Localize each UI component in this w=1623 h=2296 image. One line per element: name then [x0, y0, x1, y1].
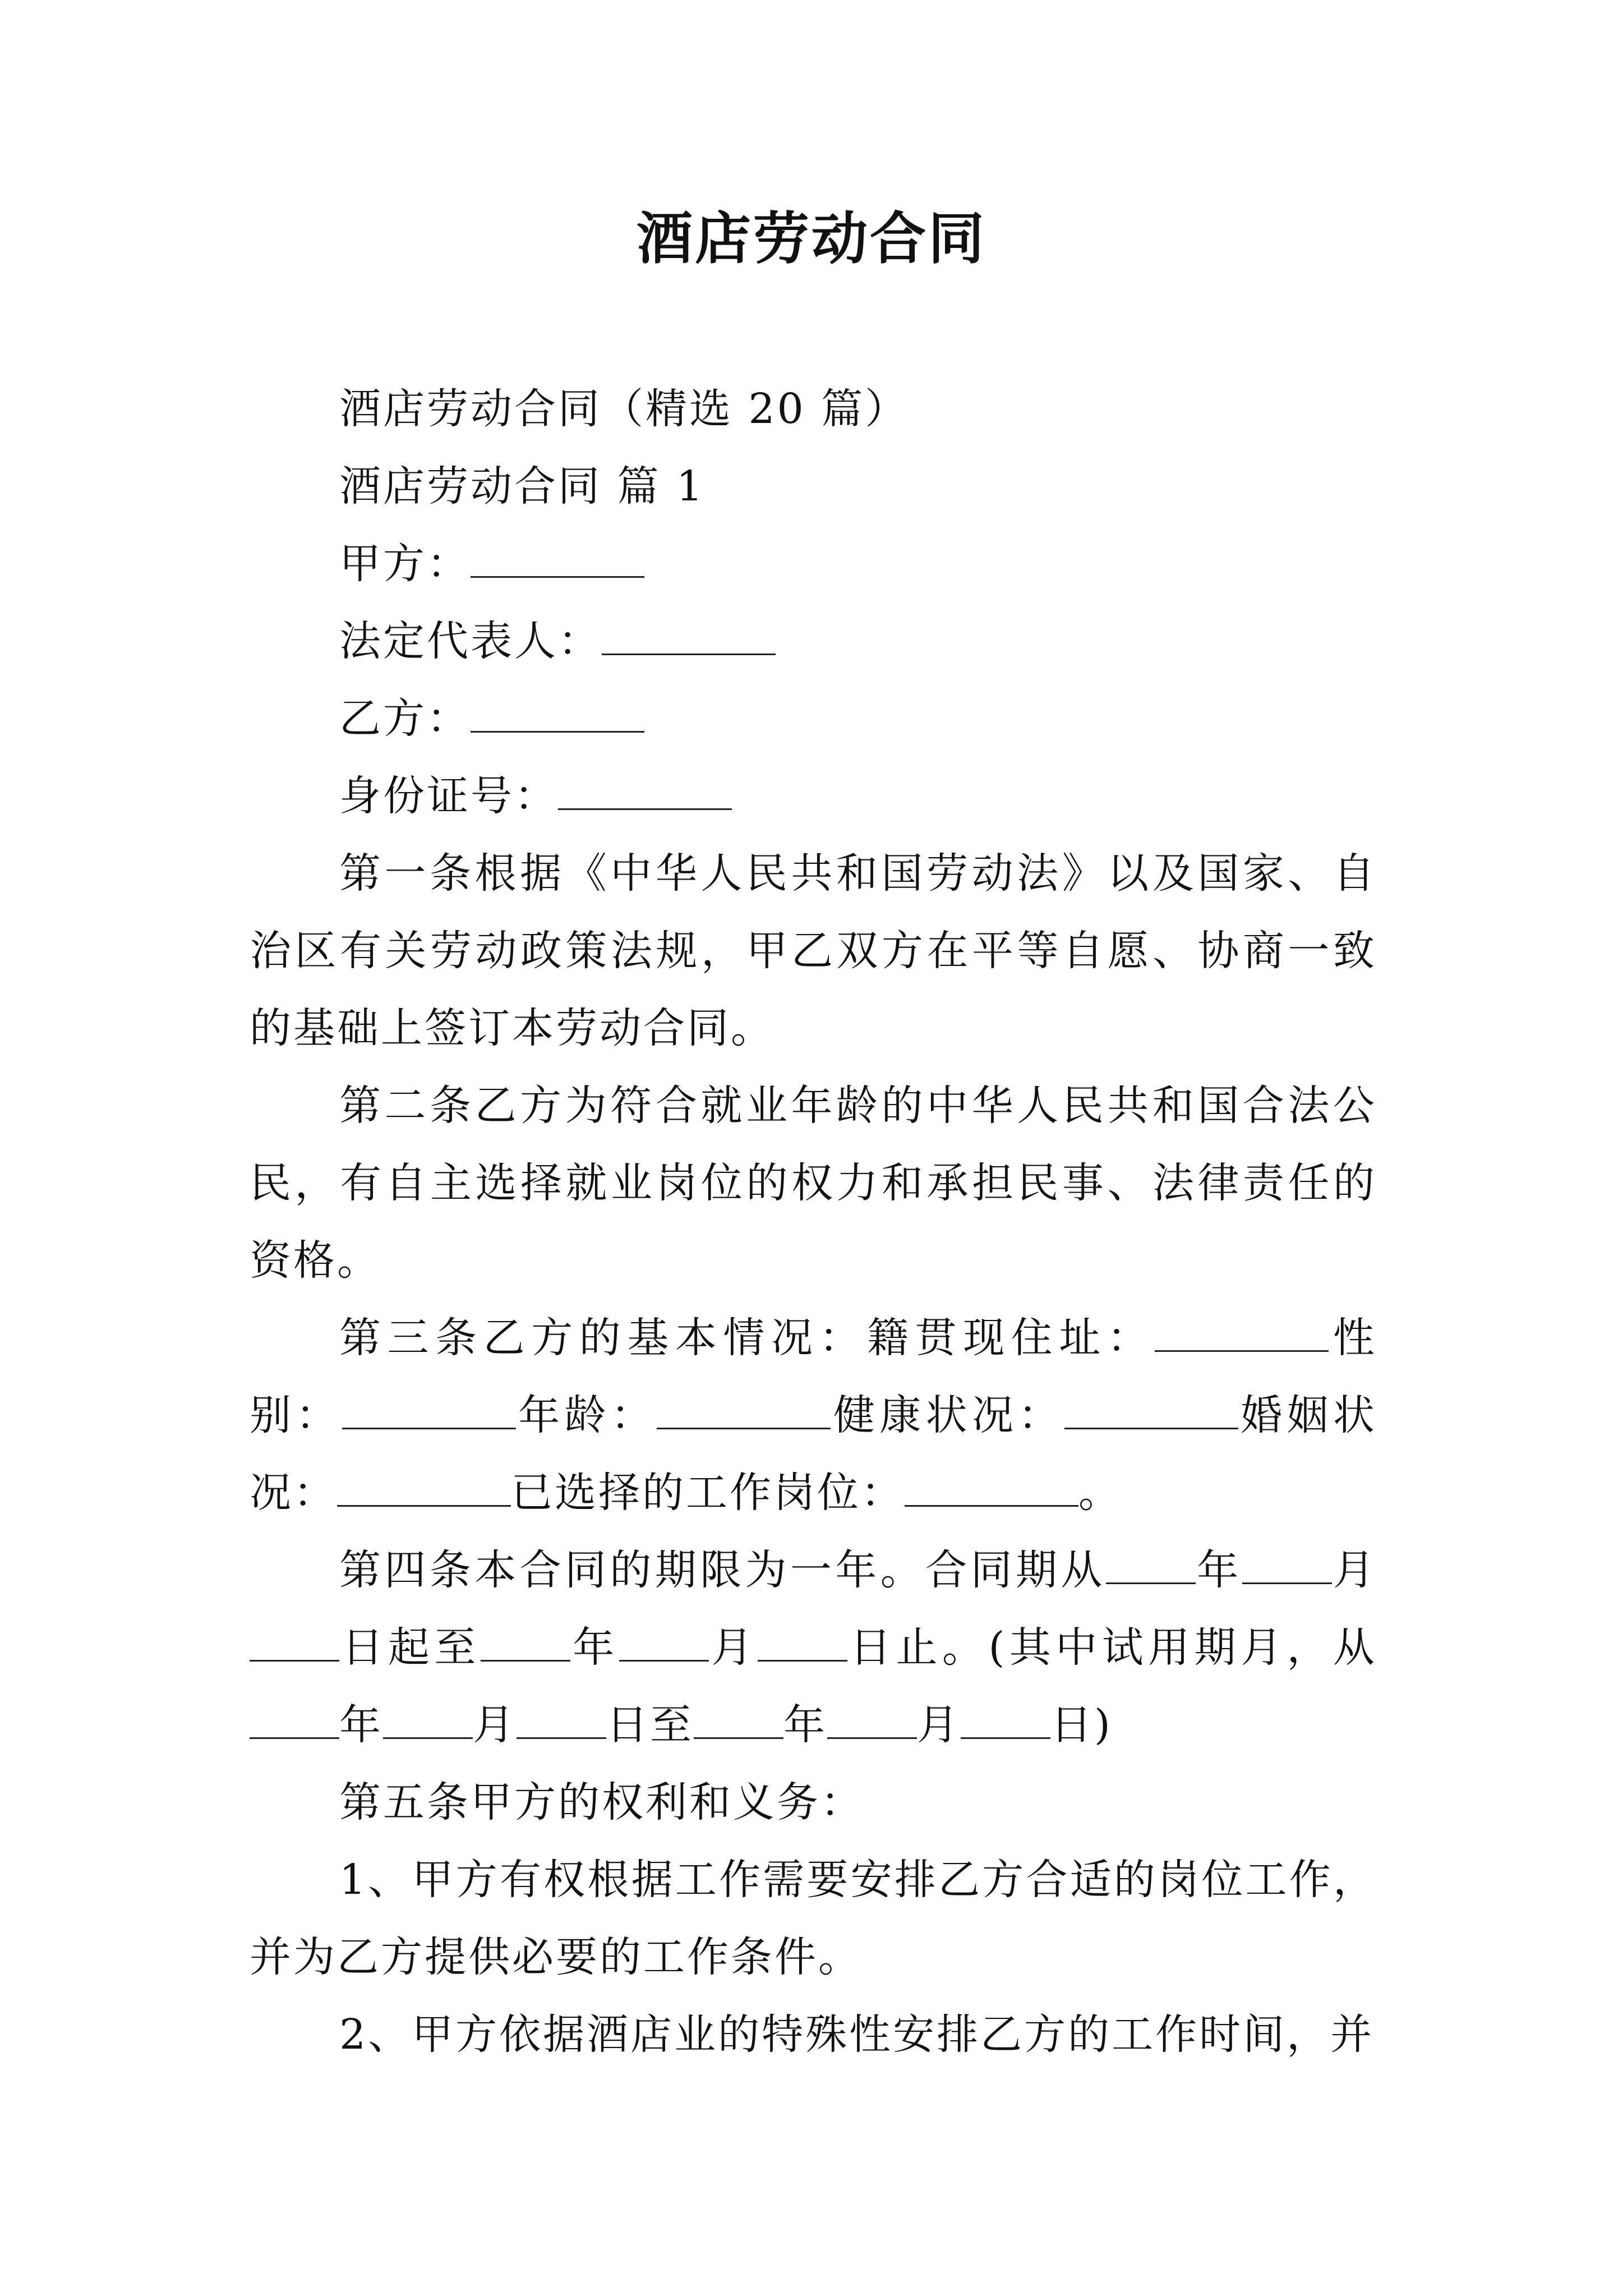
article-3-intro: 第三条乙方的基本情况：籍贯现住址： — [339, 1314, 1155, 1362]
article-3 — [250, 1299, 1377, 1531]
legal-rep-blank — [602, 614, 776, 655]
trial-start-month-blank — [383, 1698, 473, 1739]
end-month-blank — [619, 1621, 709, 1662]
section-heading: 酒店劳动合同 篇 1 — [339, 462, 706, 510]
article-2: 第二条乙方为符合就业年龄的中华人民共和国合法公民，有自主选择就业岗位的权力和承担民事、法律责任的资格。 — [250, 1082, 1377, 1285]
age-blank — [657, 1388, 831, 1429]
health-blank — [1064, 1388, 1238, 1429]
marital-label: 婚姻状况： — [250, 1391, 1377, 1517]
address-blank — [1155, 1311, 1329, 1352]
marital-blank — [337, 1466, 511, 1507]
legal-rep-label: 法定代表人： — [339, 617, 602, 665]
month-label: 月 — [708, 1623, 758, 1672]
party-a-blank — [471, 537, 644, 578]
end-year-blank — [481, 1621, 570, 1662]
id-number-blank — [558, 769, 732, 810]
day-to-label: 日至 — [606, 1701, 694, 1749]
month-label: 月 — [1331, 1546, 1377, 1594]
legal-rep-line — [250, 602, 1377, 680]
month-label: 月 — [917, 1701, 961, 1749]
id-number-line — [250, 757, 1377, 835]
age-label: 年龄： — [515, 1391, 657, 1439]
article-4 — [250, 1531, 1377, 1764]
start-day-blank — [250, 1621, 339, 1662]
position-blank — [905, 1466, 1078, 1507]
year-label: 年 — [339, 1701, 383, 1749]
trial-start-day-blank — [517, 1698, 606, 1739]
clause-item-1: 1、甲方有权根据工作需要安排乙方合适的岗位工作，并为乙方提供必要的工作条件。 — [250, 1856, 1377, 1981]
party-b-line — [250, 680, 1377, 757]
article-3-end: 。 — [1078, 1469, 1122, 1517]
trial-start-year-blank — [250, 1698, 339, 1739]
party-a-label: 甲方： — [339, 540, 471, 588]
year-label: 年 — [570, 1623, 619, 1672]
year-label: 年 — [1195, 1546, 1242, 1594]
month-label: 月 — [473, 1701, 517, 1749]
start-month-blank — [1242, 1543, 1332, 1584]
health-label: 健康状况： — [831, 1391, 1064, 1439]
day-close-label: 日) — [1050, 1701, 1113, 1749]
trial-end-month-blank — [827, 1698, 917, 1739]
clause-item-2: 2、甲方依据酒店业的特殊性安排乙方的工作时间，并 — [339, 2010, 1375, 2059]
position-label: 已选择的工作岗位： — [511, 1469, 905, 1517]
document-title: 酒店劳动合同 — [637, 205, 986, 272]
end-day-blank — [758, 1621, 847, 1662]
party-b-blank — [471, 692, 644, 733]
year-label: 年 — [783, 1701, 827, 1749]
party-b-label: 乙方： — [339, 694, 471, 743]
day-end-label: 日止。(其中试用期月，从 — [847, 1623, 1377, 1672]
article-5: 第五条甲方的权利和义务： — [339, 1778, 864, 1826]
article-1: 第一条根据《中华人民共和国劳动法》以及国家、自治区有关劳动政策法规，甲乙双方在平等自愿、协商一致的基础上签订本劳动合同。 — [250, 849, 1377, 1052]
trial-end-day-blank — [961, 1698, 1050, 1739]
article-4-intro: 第四条本合同的期限为一年。合同期从 — [339, 1546, 1106, 1594]
trial-end-year-blank — [694, 1698, 783, 1739]
gender-blank — [342, 1388, 516, 1429]
party-a-line — [250, 525, 1377, 602]
id-number-label: 身份证号： — [339, 772, 558, 820]
day-from-label: 日起至 — [339, 1623, 481, 1672]
start-year-blank — [1106, 1543, 1196, 1584]
gender-label: 性别： — [250, 1314, 1377, 1439]
subtitle-line: 酒店劳动合同（精选 20 篇） — [339, 385, 909, 433]
document-body — [250, 370, 1377, 2073]
